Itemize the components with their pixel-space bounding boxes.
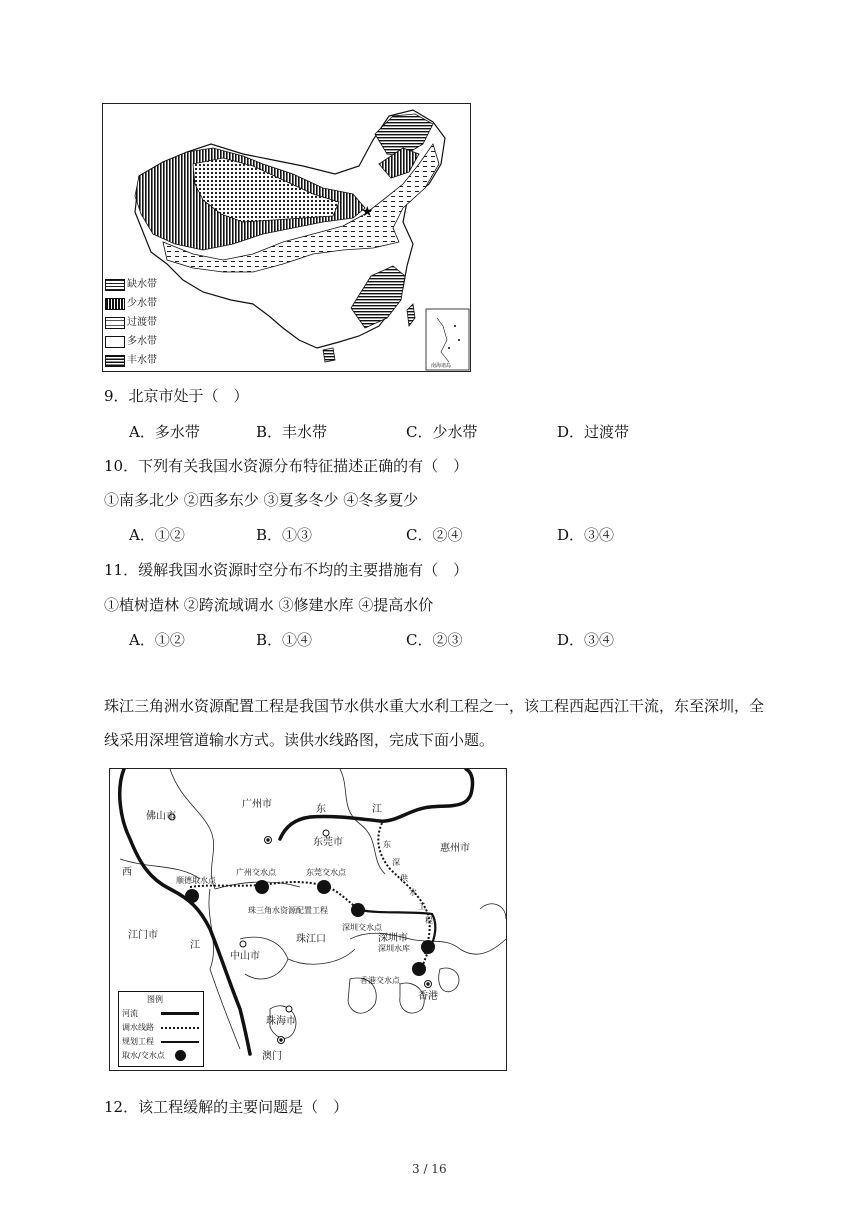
q11-items: ①植树造林 ②跨流域调水 ③修建水库 ④提高水价 — [104, 596, 434, 614]
legend-planned-line — [161, 1041, 199, 1043]
label-huizhou: 惠州市 — [440, 843, 470, 854]
q11-option-b[interactable]: B．①④ — [256, 631, 313, 649]
label-aomen: 澳门 — [262, 1051, 282, 1062]
legend-label: 缺水带 — [127, 279, 157, 290]
label-xijiang-1: 西 — [122, 867, 132, 878]
passage-text: 珠江三角洲水资源配置工程是我国节水供水重大水利工程之一，该工程西起西江干流，东至深圳，全线采用深埋管道输水方式。读供水线路图，完成下面小题。 — [104, 697, 765, 749]
legend-title: 图例 — [147, 995, 163, 1004]
q9-option-c[interactable]: C．少水带 — [406, 423, 478, 441]
prd-water-map — [109, 768, 507, 1071]
label-dongshen-4: 水 — [409, 888, 417, 897]
china-water-map — [102, 103, 471, 372]
legend-swatch-low — [105, 298, 125, 310]
label-zhongshan: 中山市 — [230, 951, 260, 962]
q9-stem: 9．北京市处于（ ） — [104, 387, 249, 405]
label-sz-point: 深圳交水点 — [342, 923, 382, 932]
q10-items: ①南多北少 ②西多东少 ③夏多冬少 ④冬多夏少 — [104, 491, 419, 509]
label-dongjiang-1: 东 — [316, 804, 326, 815]
label-sz-reservoir: 深圳水库 — [378, 944, 410, 953]
label-shunde-point: 顺德取水点 — [176, 876, 216, 885]
label-dongguan: 东莞市 — [313, 837, 343, 848]
label-dongshen-1: 东 — [383, 840, 391, 849]
q9-option-a[interactable]: A．多水带 — [129, 423, 200, 441]
map2-legend — [118, 991, 204, 1067]
legend-pipeline-line — [161, 1027, 199, 1029]
q9-option-b[interactable]: B．丰水带 — [256, 423, 328, 441]
legend-river-label: 河流 — [122, 1009, 138, 1018]
legend-point-label: 取水/交水点 — [122, 1051, 165, 1060]
label-dongjiang-2: 江 — [372, 804, 382, 815]
legend-planned-label: 规划工程 — [122, 1037, 154, 1046]
label-zhuhai: 珠海市 — [266, 1016, 296, 1027]
label-project: 珠三角水资源配置工程 — [248, 906, 328, 915]
q11-stem: 11．缓解我国水资源时空分布不均的主要措施有（ ） — [104, 561, 469, 579]
legend-pipeline-label: 调水线路 — [122, 1023, 154, 1032]
label-dongshen-6: 程 — [425, 916, 433, 925]
label-guangzhou: 广州市 — [242, 799, 272, 810]
legend-label: 丰水带 — [127, 355, 157, 366]
label-xianggang: 香港 — [418, 991, 438, 1002]
label-jiangmen: 江门市 — [128, 930, 158, 941]
legend-label: 多水带 — [127, 336, 157, 347]
q10-option-c[interactable]: C．②④ — [406, 526, 463, 544]
q10-stem: 10．下列有关我国水资源分布特征描述正确的有（ ） — [104, 457, 469, 475]
label-gz-point: 广州交水点 — [236, 868, 276, 877]
legend-river-line — [161, 1012, 199, 1015]
legend-swatch-more — [105, 336, 125, 348]
q10-option-a[interactable]: A．①② — [129, 526, 185, 544]
inset-label: 南海诸岛 — [431, 363, 452, 369]
legend-label: 过渡带 — [127, 317, 157, 328]
q10-option-b[interactable]: B．①③ — [256, 526, 313, 544]
legend-swatch-dry — [105, 279, 125, 291]
legend-label: 少水带 — [127, 298, 157, 309]
q11-option-d[interactable]: D．③④ — [557, 631, 615, 649]
q10-option-d[interactable]: D．③④ — [557, 526, 615, 544]
china-map-graphic — [103, 104, 470, 371]
legend-point-dot — [175, 1050, 186, 1061]
legend-swatch-transition — [105, 317, 125, 329]
label-dongshen-2: 深 — [392, 858, 400, 867]
label-foshan: 佛山市 — [146, 811, 176, 822]
legend-swatch-rich — [105, 355, 125, 367]
label-shenzhen: 深圳市 — [378, 933, 408, 944]
q12-stem: 12．该工程缓解的主要问题是（ ） — [104, 1098, 349, 1116]
q9-option-d[interactable]: D．过渡带 — [557, 423, 630, 441]
label-hk-point: 香港交水点 — [360, 976, 400, 985]
label-dongshen-5: 工 — [418, 902, 426, 911]
beijing-star-icon: ★ — [361, 204, 374, 220]
page-number: 3 / 16 — [412, 1162, 447, 1176]
label-zhujiangkou: 珠江口 — [296, 934, 326, 945]
q11-option-c[interactable]: C．②③ — [406, 631, 463, 649]
label-xijiang-2: 江 — [190, 940, 200, 951]
label-dongshen-3: 供 — [400, 874, 408, 883]
label-dg-point: 东莞交水点 — [306, 868, 346, 877]
q11-option-a[interactable]: A．①② — [129, 631, 185, 649]
